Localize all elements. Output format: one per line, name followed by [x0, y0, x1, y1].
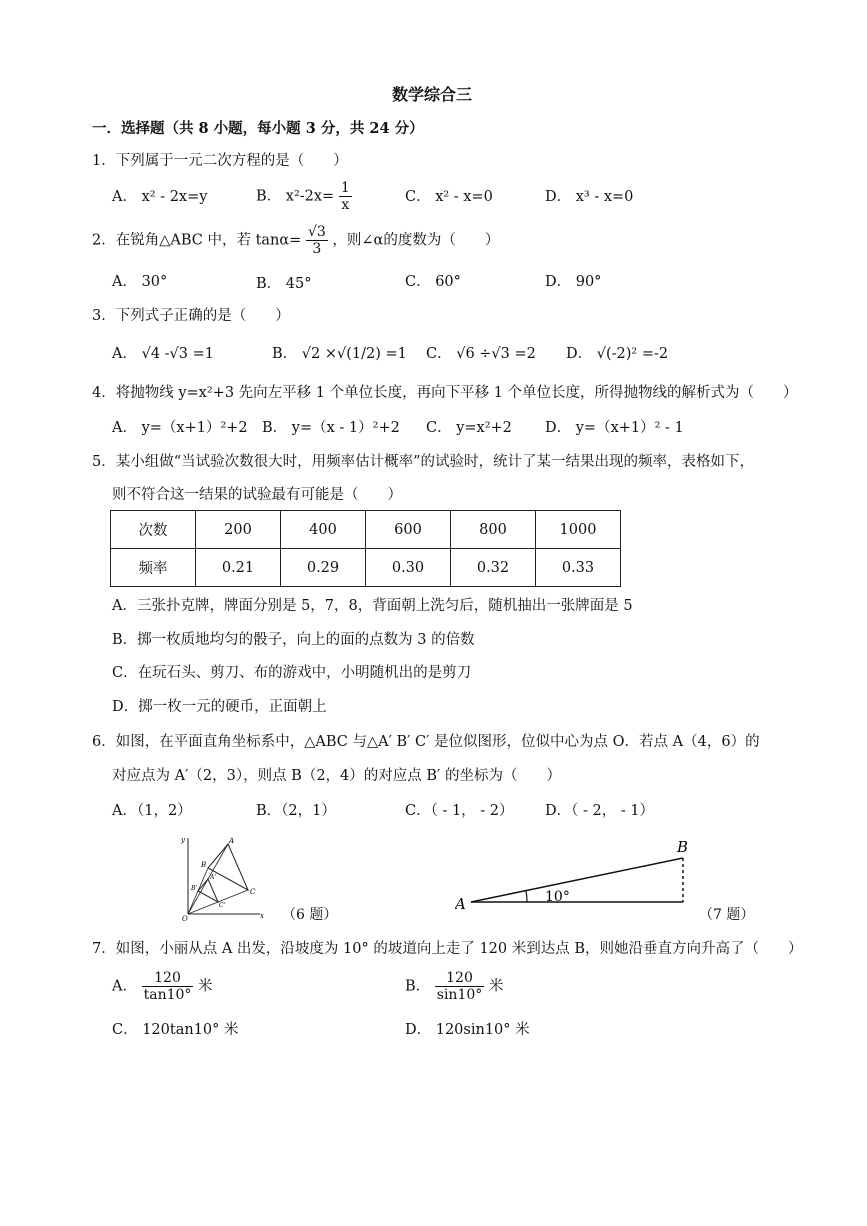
y-axis-label: y	[181, 836, 185, 844]
table-cell: 0.32	[451, 549, 536, 587]
table-row	[111, 549, 621, 587]
point-a-prime-label: A'	[210, 874, 216, 881]
question-5-option-b: B．掷一枚质地均匀的骰子，向上的面的点数为 3 的倍数	[112, 632, 475, 648]
question-1-option-c: C． x² - x=0	[405, 189, 493, 205]
question-1-option-b-fraction	[339, 180, 352, 213]
fraction-numerator: 120	[435, 970, 485, 987]
question-1-option-b	[256, 180, 352, 213]
table-row	[111, 511, 621, 549]
table-cell: 200	[196, 511, 281, 549]
figure-7-slope	[455, 836, 700, 916]
question-5-stem-line2: 则不符合这一结果的试验最有可能是（ ）	[112, 487, 402, 503]
question-3-option-b: B． √2 ×√(1/2) =1	[272, 346, 407, 362]
question-3-stem: 3．下列式子正确的是（ ）	[92, 308, 290, 324]
question-2-option-b: B． 45°	[256, 276, 312, 292]
point-a-label: A	[455, 895, 466, 913]
point-a-label: A	[229, 837, 235, 845]
table-cell: 800	[451, 511, 536, 549]
fraction-numerator: 1	[340, 180, 350, 196]
question-6-option-c: C．（ - 1， - 2）	[405, 803, 514, 819]
question-4-option-b: B． y=（x - 1）²+2	[262, 420, 400, 436]
angle-label: 10°	[545, 889, 570, 905]
question-5-stem-line1: 5．某小组做“当试验次数很大时，用频率估计概率”的试验时，统计了某一结果出现的频率，表格如下，	[92, 454, 755, 470]
question-7-option-a-fraction	[142, 970, 194, 1003]
section-heading: 一．选择题（共 8 小题，每小题 3 分，共 24 分）	[92, 120, 424, 137]
question-5-option-c: C．在玩石头、剪刀、布的游戏中，小明随机出的是剪刀	[112, 665, 472, 681]
question-1-option-d: D． x³ - x=0	[545, 189, 634, 205]
point-b-label: B	[677, 838, 689, 856]
point-c-prime-label: C'	[219, 902, 226, 909]
question-5-option-d: D．掷一枚一元的硬币，正面朝上	[112, 699, 327, 715]
question-6-option-a: A．（1，2）	[112, 803, 192, 819]
fraction-denominator: tan10°	[143, 987, 192, 1003]
figure-6-caption: （6 题）	[282, 907, 338, 923]
question-3-option-c: C． √6 ÷√3 =2	[426, 346, 536, 362]
question-6-stem-line1: 6．如图，在平面直角坐标系中，△ABC 与△A′ B′ C′ 是位似图形，位似中心为点 O．若点 A（4，6）的	[92, 734, 760, 750]
figure-7-caption: （7 题）	[699, 907, 755, 923]
question-4-option-c: C． y=x²+2	[426, 420, 512, 436]
table-cell: 0.29	[281, 549, 366, 587]
origin-label: O	[182, 915, 188, 922]
page-title: 数学综合三	[392, 85, 473, 104]
table-cell: 1000	[536, 511, 621, 549]
question-7-stem: 7．如图，小丽从点 A 出发，沿坡度为 10° 的坡道向上走了 120 米到达点 B，则她沿垂直方向升高了（ ）	[92, 941, 803, 957]
angle-arc	[526, 891, 527, 902]
table-cell: 400	[281, 511, 366, 549]
question-2-stem-end: ，则∠α的度数为（ ）	[332, 232, 500, 249]
question-7-option-b	[405, 970, 503, 1003]
question-2-option-d: D． 90°	[545, 274, 602, 290]
frequency-table	[110, 510, 621, 587]
question-6-stem-line2: 对应点为 A′（2，3），则点 B（2，4）的对应点 B′ 的坐标为（ ）	[112, 768, 561, 784]
x-axis-label: x	[260, 912, 264, 920]
unit-label: 米	[198, 978, 213, 995]
question-1-option-a: A． x² - 2x=y	[112, 189, 208, 205]
question-1-option-b-prefix: B． x²-2x=	[256, 188, 335, 205]
question-2-stem	[92, 224, 499, 257]
table-cell: 频率	[111, 549, 196, 587]
question-1-stem: 1．下列属于一元二次方程的是（ ）	[92, 153, 348, 169]
question-4-option-a: A． y=（x+1）²+2	[112, 420, 248, 436]
question-5-option-a: A．三张扑克牌，牌面分别是 5，7，8，背面朝上洗匀后，随机抽出一张牌面是 5	[112, 598, 633, 614]
fraction-denominator: x	[341, 197, 350, 213]
table-cell: 0.30	[366, 549, 451, 587]
question-7-option-d: D． 120sin10° 米	[405, 1022, 530, 1038]
question-6-option-b: B．（2，1）	[256, 803, 336, 819]
option-prefix: A．	[112, 978, 137, 995]
question-3-option-a: A． √4 -√3 =1	[112, 346, 215, 362]
point-b-label: B	[201, 861, 207, 869]
question-2-option-c: C． 60°	[405, 274, 461, 290]
question-7-option-a	[112, 970, 213, 1003]
question-2-stem-start: 2．在锐角△ABC 中，若 tanα=	[92, 232, 302, 249]
question-4-option-d: D． y=（x+1）² - 1	[545, 420, 684, 436]
figure-6-similar-triangles	[176, 832, 266, 922]
table-cell: 次数	[111, 511, 196, 549]
question-2-fraction	[306, 224, 328, 257]
question-6-option-d: D．（ - 2， - 1）	[545, 803, 655, 819]
point-c-label: C	[250, 888, 256, 896]
fraction-numerator: 120	[142, 970, 194, 987]
question-7-option-c: C． 120tan10° 米	[112, 1022, 239, 1038]
triangle-abc	[208, 844, 248, 890]
question-7-option-b-fraction	[435, 970, 485, 1003]
table-cell: 0.21	[196, 549, 281, 587]
fraction-denominator: 3	[312, 241, 322, 257]
question-3-option-d: D． √(-2)² =-2	[566, 346, 669, 362]
slope-line	[471, 858, 683, 902]
question-4-stem: 4．将抛物线 y=x²+3 先向左平移 1 个单位长度，再向下平移 1 个单位长度，所得抛物线的解析式为（ ）	[92, 385, 798, 401]
table-cell: 0.33	[536, 549, 621, 587]
option-prefix: B．	[405, 978, 431, 995]
fraction-numerator: √3	[307, 224, 326, 240]
fraction-denominator: sin10°	[436, 987, 483, 1003]
point-b-prime-label: B'	[191, 885, 198, 892]
question-2-option-a: A． 30°	[112, 274, 168, 290]
unit-label: 米	[488, 978, 504, 995]
table-cell: 600	[366, 511, 451, 549]
